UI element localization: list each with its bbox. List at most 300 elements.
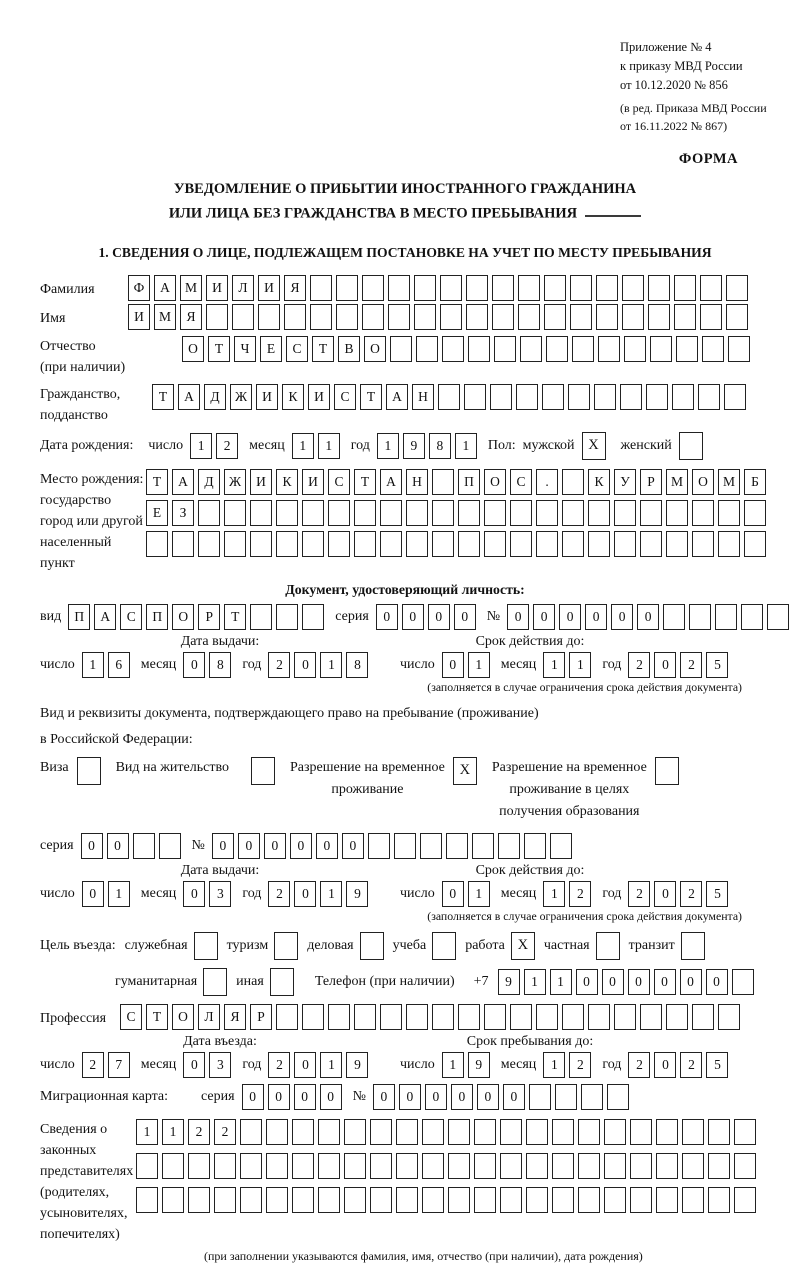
char-cell[interactable]: О (172, 604, 194, 630)
char-cell[interactable] (648, 275, 670, 301)
char-cell[interactable] (396, 1187, 418, 1213)
char-cell[interactable] (250, 604, 272, 630)
char-cell[interactable] (302, 500, 324, 526)
char-cell[interactable] (546, 336, 568, 362)
char-cell[interactable] (663, 604, 685, 630)
char-cell[interactable] (656, 1119, 678, 1145)
purpose-business-checkbox[interactable] (194, 932, 218, 960)
char-cell[interactable] (552, 1153, 574, 1179)
char-cell[interactable] (276, 500, 298, 526)
char-cell[interactable] (422, 1153, 444, 1179)
char-cell[interactable]: С (510, 469, 532, 495)
char-cell[interactable] (622, 275, 644, 301)
char-cell[interactable] (552, 1119, 574, 1145)
char-cell[interactable] (682, 1119, 704, 1145)
char-cell[interactable]: Р (198, 604, 220, 630)
char-cell[interactable] (718, 500, 740, 526)
char-cell[interactable]: 1 (136, 1119, 158, 1145)
char-cell[interactable] (432, 500, 454, 526)
char-cell[interactable] (666, 531, 688, 557)
char-cell[interactable]: 1 (162, 1119, 184, 1145)
char-cell[interactable] (368, 833, 390, 859)
char-cell[interactable]: Я (180, 304, 202, 330)
char-cell[interactable]: И (128, 304, 150, 330)
char-cell[interactable]: Т (360, 384, 382, 410)
char-cell[interactable] (544, 304, 566, 330)
char-cell[interactable]: 0 (442, 652, 464, 678)
char-cell[interactable] (728, 336, 750, 362)
char-cell[interactable] (630, 1153, 652, 1179)
char-cell[interactable] (588, 1004, 610, 1030)
char-cell[interactable]: 0 (294, 652, 316, 678)
char-cell[interactable]: К (282, 384, 304, 410)
char-cell[interactable] (510, 1004, 532, 1030)
char-cell[interactable] (188, 1153, 210, 1179)
char-cell[interactable]: О (182, 336, 204, 362)
char-cell[interactable] (172, 531, 194, 557)
char-cell[interactable] (572, 336, 594, 362)
char-cell[interactable]: 8 (429, 433, 451, 459)
char-cell[interactable]: Т (354, 469, 376, 495)
char-cell[interactable] (370, 1187, 392, 1213)
char-cell[interactable] (438, 384, 460, 410)
char-cell[interactable] (406, 500, 428, 526)
char-cell[interactable]: И (250, 469, 272, 495)
residence-permit-checkbox[interactable] (251, 757, 275, 785)
char-cell[interactable]: А (380, 469, 402, 495)
char-cell[interactable] (214, 1153, 236, 1179)
char-cell[interactable] (734, 1119, 756, 1145)
char-cell[interactable] (578, 1119, 600, 1145)
char-cell[interactable]: С (334, 384, 356, 410)
char-cell[interactable] (570, 275, 592, 301)
char-cell[interactable]: М (154, 304, 176, 330)
char-cell[interactable] (555, 1084, 577, 1110)
char-cell[interactable] (446, 833, 468, 859)
char-cell[interactable] (702, 336, 724, 362)
char-cell[interactable]: 0 (442, 881, 464, 907)
char-cell[interactable] (276, 604, 298, 630)
char-cell[interactable] (518, 304, 540, 330)
char-cell[interactable]: 1 (468, 881, 490, 907)
char-cell[interactable] (432, 531, 454, 557)
char-cell[interactable] (630, 1187, 652, 1213)
char-cell[interactable] (416, 336, 438, 362)
char-cell[interactable]: А (178, 384, 200, 410)
char-cell[interactable]: 2 (216, 433, 238, 459)
char-cell[interactable]: З (172, 500, 194, 526)
char-cell[interactable] (328, 531, 350, 557)
char-cell[interactable] (526, 1119, 548, 1145)
char-cell[interactable]: 1 (190, 433, 212, 459)
char-cell[interactable] (622, 304, 644, 330)
char-cell[interactable]: И (308, 384, 330, 410)
char-cell[interactable]: 0 (585, 604, 607, 630)
char-cell[interactable]: О (692, 469, 714, 495)
char-cell[interactable]: 0 (706, 969, 728, 995)
char-cell[interactable]: Т (208, 336, 230, 362)
purpose-transit-checkbox[interactable] (681, 932, 705, 960)
char-cell[interactable]: Н (406, 469, 428, 495)
char-cell[interactable]: 3 (209, 881, 231, 907)
char-cell[interactable]: 8 (209, 652, 231, 678)
char-cell[interactable] (318, 1187, 340, 1213)
char-cell[interactable]: 0 (451, 1084, 473, 1110)
char-cell[interactable] (344, 1119, 366, 1145)
char-cell[interactable]: 0 (294, 1052, 316, 1078)
char-cell[interactable] (674, 275, 696, 301)
char-cell[interactable] (232, 304, 254, 330)
char-cell[interactable] (700, 304, 722, 330)
char-cell[interactable] (250, 531, 272, 557)
char-cell[interactable] (550, 833, 572, 859)
char-cell[interactable]: 2 (628, 652, 650, 678)
char-cell[interactable] (718, 531, 740, 557)
char-cell[interactable] (529, 1084, 551, 1110)
char-cell[interactable] (614, 1004, 636, 1030)
char-cell[interactable] (159, 833, 181, 859)
char-cell[interactable] (568, 384, 590, 410)
char-cell[interactable] (614, 500, 636, 526)
purpose-work-checkbox[interactable]: X (511, 932, 535, 960)
char-cell[interactable]: 5 (706, 652, 728, 678)
char-cell[interactable] (640, 531, 662, 557)
char-cell[interactable] (422, 1187, 444, 1213)
char-cell[interactable]: 1 (82, 652, 104, 678)
char-cell[interactable]: Е (146, 500, 168, 526)
char-cell[interactable]: 0 (82, 881, 104, 907)
char-cell[interactable]: 0 (654, 652, 676, 678)
char-cell[interactable] (500, 1187, 522, 1213)
char-cell[interactable] (562, 469, 584, 495)
char-cell[interactable] (336, 275, 358, 301)
char-cell[interactable] (656, 1153, 678, 1179)
char-cell[interactable]: 0 (107, 833, 129, 859)
char-cell[interactable] (390, 336, 412, 362)
char-cell[interactable]: 0 (402, 604, 424, 630)
char-cell[interactable] (562, 531, 584, 557)
char-cell[interactable]: 2 (268, 881, 290, 907)
char-cell[interactable] (708, 1119, 730, 1145)
char-cell[interactable]: 0 (602, 969, 624, 995)
char-cell[interactable]: С (120, 1004, 142, 1030)
char-cell[interactable]: Ч (234, 336, 256, 362)
char-cell[interactable] (666, 1004, 688, 1030)
char-cell[interactable] (328, 500, 350, 526)
char-cell[interactable] (328, 1004, 350, 1030)
char-cell[interactable] (354, 500, 376, 526)
char-cell[interactable]: 0 (428, 604, 450, 630)
char-cell[interactable] (266, 1187, 288, 1213)
char-cell[interactable]: А (94, 604, 116, 630)
char-cell[interactable] (492, 275, 514, 301)
char-cell[interactable] (422, 1119, 444, 1145)
char-cell[interactable] (562, 1004, 584, 1030)
char-cell[interactable]: Я (224, 1004, 246, 1030)
char-cell[interactable]: 9 (346, 881, 368, 907)
char-cell[interactable]: М (666, 469, 688, 495)
char-cell[interactable] (240, 1187, 262, 1213)
char-cell[interactable]: С (328, 469, 350, 495)
char-cell[interactable] (492, 304, 514, 330)
char-cell[interactable] (518, 275, 540, 301)
char-cell[interactable] (188, 1187, 210, 1213)
char-cell[interactable] (700, 275, 722, 301)
char-cell[interactable]: 0 (628, 969, 650, 995)
char-cell[interactable]: 9 (498, 969, 520, 995)
char-cell[interactable] (394, 833, 416, 859)
char-cell[interactable]: 1 (455, 433, 477, 459)
char-cell[interactable] (224, 500, 246, 526)
char-cell[interactable]: Т (224, 604, 246, 630)
char-cell[interactable] (258, 304, 280, 330)
char-cell[interactable]: П (458, 469, 480, 495)
char-cell[interactable] (440, 275, 462, 301)
char-cell[interactable] (732, 969, 754, 995)
char-cell[interactable] (520, 336, 542, 362)
char-cell[interactable] (276, 1004, 298, 1030)
char-cell[interactable] (596, 304, 618, 330)
char-cell[interactable] (206, 304, 228, 330)
char-cell[interactable]: В (338, 336, 360, 362)
char-cell[interactable] (370, 1119, 392, 1145)
char-cell[interactable]: 0 (183, 881, 205, 907)
char-cell[interactable] (734, 1153, 756, 1179)
char-cell[interactable] (604, 1187, 626, 1213)
char-cell[interactable]: 0 (264, 833, 286, 859)
char-cell[interactable]: 2 (268, 1052, 290, 1078)
char-cell[interactable]: 5 (706, 881, 728, 907)
char-cell[interactable]: И (302, 469, 324, 495)
char-cell[interactable]: Р (640, 469, 662, 495)
char-cell[interactable] (676, 336, 698, 362)
char-cell[interactable]: 0 (373, 1084, 395, 1110)
char-cell[interactable]: 0 (376, 604, 398, 630)
char-cell[interactable] (458, 500, 480, 526)
char-cell[interactable] (266, 1119, 288, 1145)
char-cell[interactable] (302, 1004, 324, 1030)
char-cell[interactable]: 0 (320, 1084, 342, 1110)
char-cell[interactable] (336, 304, 358, 330)
char-cell[interactable] (302, 604, 324, 630)
char-cell[interactable] (292, 1153, 314, 1179)
char-cell[interactable] (741, 604, 763, 630)
char-cell[interactable]: 2 (188, 1119, 210, 1145)
char-cell[interactable] (510, 531, 532, 557)
char-cell[interactable] (744, 500, 766, 526)
char-cell[interactable] (370, 1153, 392, 1179)
char-cell[interactable]: 1 (543, 1052, 565, 1078)
char-cell[interactable] (432, 469, 454, 495)
char-cell[interactable] (442, 336, 464, 362)
char-cell[interactable]: 3 (209, 1052, 231, 1078)
char-cell[interactable] (646, 384, 668, 410)
char-cell[interactable] (640, 500, 662, 526)
char-cell[interactable] (162, 1153, 184, 1179)
char-cell[interactable]: С (286, 336, 308, 362)
char-cell[interactable] (666, 500, 688, 526)
char-cell[interactable]: К (588, 469, 610, 495)
temp-permit-checkbox[interactable]: X (453, 757, 477, 785)
char-cell[interactable] (388, 275, 410, 301)
char-cell[interactable]: 2 (680, 652, 702, 678)
char-cell[interactable] (648, 304, 670, 330)
char-cell[interactable] (767, 604, 789, 630)
char-cell[interactable] (536, 500, 558, 526)
char-cell[interactable] (448, 1153, 470, 1179)
char-cell[interactable] (318, 1153, 340, 1179)
char-cell[interactable] (420, 833, 442, 859)
char-cell[interactable]: 5 (706, 1052, 728, 1078)
char-cell[interactable] (362, 304, 384, 330)
char-cell[interactable]: И (256, 384, 278, 410)
char-cell[interactable]: 1 (543, 652, 565, 678)
char-cell[interactable]: 2 (569, 881, 591, 907)
char-cell[interactable] (448, 1119, 470, 1145)
char-cell[interactable] (562, 500, 584, 526)
char-cell[interactable] (614, 531, 636, 557)
char-cell[interactable] (162, 1187, 184, 1213)
char-cell[interactable]: 9 (346, 1052, 368, 1078)
char-cell[interactable] (458, 531, 480, 557)
char-cell[interactable] (692, 1004, 714, 1030)
char-cell[interactable]: 1 (320, 881, 342, 907)
sex-male-checkbox[interactable]: X (582, 432, 606, 460)
char-cell[interactable] (484, 1004, 506, 1030)
char-cell[interactable] (292, 1119, 314, 1145)
char-cell[interactable]: 0 (81, 833, 103, 859)
char-cell[interactable] (432, 1004, 454, 1030)
char-cell[interactable]: 0 (316, 833, 338, 859)
char-cell[interactable] (484, 500, 506, 526)
char-cell[interactable]: Я (284, 275, 306, 301)
purpose-private-checkbox[interactable] (596, 932, 620, 960)
char-cell[interactable]: 0 (503, 1084, 525, 1110)
char-cell[interactable] (440, 304, 462, 330)
char-cell[interactable] (474, 1153, 496, 1179)
char-cell[interactable] (510, 500, 532, 526)
char-cell[interactable]: К (276, 469, 298, 495)
char-cell[interactable] (310, 275, 332, 301)
char-cell[interactable]: А (386, 384, 408, 410)
char-cell[interactable] (682, 1153, 704, 1179)
char-cell[interactable] (396, 1119, 418, 1145)
char-cell[interactable]: 7 (108, 1052, 130, 1078)
char-cell[interactable]: 2 (628, 1052, 650, 1078)
char-cell[interactable] (708, 1187, 730, 1213)
char-cell[interactable] (310, 304, 332, 330)
char-cell[interactable]: 0 (342, 833, 364, 859)
char-cell[interactable] (380, 1004, 402, 1030)
char-cell[interactable] (136, 1153, 158, 1179)
char-cell[interactable] (302, 531, 324, 557)
char-cell[interactable]: 1 (550, 969, 572, 995)
char-cell[interactable] (524, 833, 546, 859)
char-cell[interactable]: 0 (183, 1052, 205, 1078)
char-cell[interactable] (266, 1153, 288, 1179)
char-cell[interactable]: 0 (183, 652, 205, 678)
char-cell[interactable] (578, 1187, 600, 1213)
char-cell[interactable]: 6 (108, 652, 130, 678)
char-cell[interactable] (726, 275, 748, 301)
char-cell[interactable] (692, 500, 714, 526)
char-cell[interactable]: О (172, 1004, 194, 1030)
char-cell[interactable] (464, 384, 486, 410)
char-cell[interactable] (630, 1119, 652, 1145)
char-cell[interactable] (689, 604, 711, 630)
char-cell[interactable] (726, 304, 748, 330)
sex-female-checkbox[interactable] (679, 432, 703, 460)
char-cell[interactable]: 2 (268, 652, 290, 678)
char-cell[interactable]: 0 (268, 1084, 290, 1110)
char-cell[interactable] (354, 531, 376, 557)
char-cell[interactable]: Б (744, 469, 766, 495)
char-cell[interactable] (250, 500, 272, 526)
char-cell[interactable]: Е (260, 336, 282, 362)
char-cell[interactable]: Д (198, 469, 220, 495)
char-cell[interactable]: Т (146, 1004, 168, 1030)
char-cell[interactable] (276, 531, 298, 557)
char-cell[interactable] (581, 1084, 603, 1110)
char-cell[interactable]: 0 (611, 604, 633, 630)
purpose-tourism-checkbox[interactable] (274, 932, 298, 960)
char-cell[interactable]: 1 (468, 652, 490, 678)
char-cell[interactable] (414, 304, 436, 330)
char-cell[interactable] (604, 1153, 626, 1179)
char-cell[interactable]: 0 (576, 969, 598, 995)
char-cell[interactable] (594, 384, 616, 410)
char-cell[interactable]: А (154, 275, 176, 301)
char-cell[interactable] (380, 500, 402, 526)
char-cell[interactable] (468, 336, 490, 362)
char-cell[interactable] (604, 1119, 626, 1145)
char-cell[interactable] (406, 1004, 428, 1030)
char-cell[interactable] (588, 531, 610, 557)
char-cell[interactable]: 0 (477, 1084, 499, 1110)
char-cell[interactable]: Т (312, 336, 334, 362)
char-cell[interactable] (240, 1153, 262, 1179)
purpose-humanitarian-checkbox[interactable] (203, 968, 227, 996)
char-cell[interactable] (536, 1004, 558, 1030)
char-cell[interactable] (708, 1153, 730, 1179)
char-cell[interactable]: 1 (320, 1052, 342, 1078)
char-cell[interactable] (596, 275, 618, 301)
char-cell[interactable]: У (614, 469, 636, 495)
char-cell[interactable] (474, 1187, 496, 1213)
char-cell[interactable] (744, 531, 766, 557)
char-cell[interactable]: 0 (654, 1052, 676, 1078)
char-cell[interactable]: 1 (569, 652, 591, 678)
char-cell[interactable] (494, 336, 516, 362)
char-cell[interactable] (734, 1187, 756, 1213)
char-cell[interactable]: 2 (680, 1052, 702, 1078)
char-cell[interactable]: 0 (654, 969, 676, 995)
char-cell[interactable]: 0 (533, 604, 555, 630)
char-cell[interactable]: 1 (524, 969, 546, 995)
char-cell[interactable] (240, 1119, 262, 1145)
char-cell[interactable]: 1 (377, 433, 399, 459)
char-cell[interactable] (136, 1187, 158, 1213)
char-cell[interactable] (682, 1187, 704, 1213)
char-cell[interactable]: С (120, 604, 142, 630)
char-cell[interactable]: 0 (507, 604, 529, 630)
char-cell[interactable]: И (258, 275, 280, 301)
char-cell[interactable] (516, 384, 538, 410)
char-cell[interactable] (624, 336, 646, 362)
char-cell[interactable] (362, 275, 384, 301)
char-cell[interactable] (724, 384, 746, 410)
char-cell[interactable]: 2 (82, 1052, 104, 1078)
